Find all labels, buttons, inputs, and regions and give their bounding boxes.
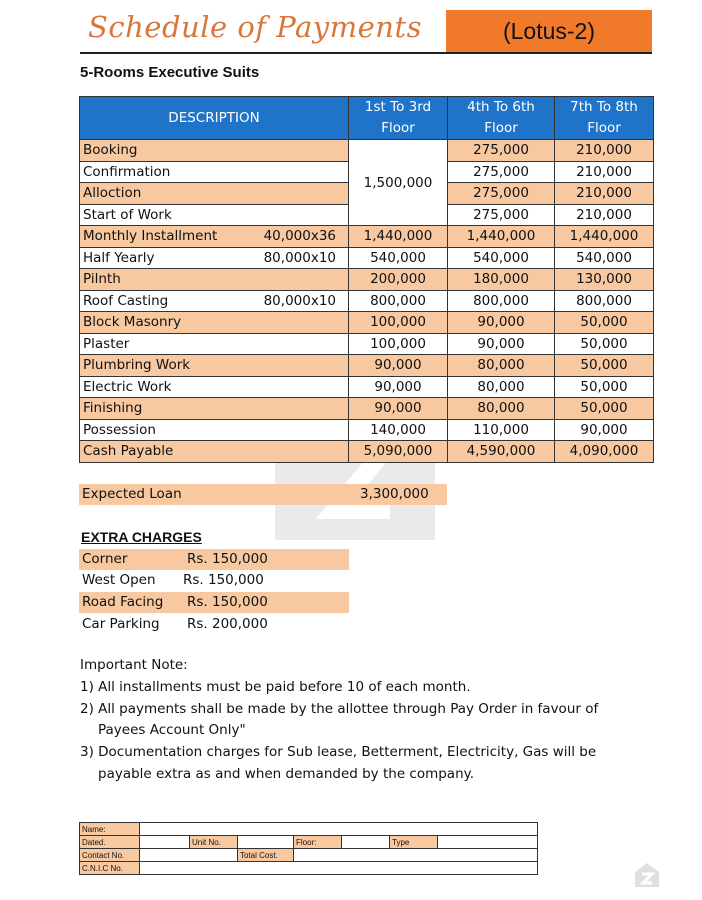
amount-cell-c2: 275,000 bbox=[448, 161, 555, 183]
row-description bbox=[80, 161, 349, 183]
row-label: Alloction bbox=[83, 185, 142, 202]
amount-cell-c3: 540,000 bbox=[555, 247, 654, 269]
amount-cell-c1: 140,000 bbox=[349, 419, 448, 441]
amount-cell-c1: 5,090,000 bbox=[349, 441, 448, 463]
column-header-floor-1-3 bbox=[349, 97, 448, 140]
table-row bbox=[80, 247, 654, 269]
table-row bbox=[80, 441, 654, 463]
note-line: 1) All installments must be paid before 10 of each month. bbox=[80, 679, 471, 695]
extra-charge-row bbox=[79, 592, 349, 613]
contact-field[interactable] bbox=[140, 849, 238, 862]
amount-cell-c2: 90,000 bbox=[448, 312, 555, 334]
amount-cell-c2: 275,000 bbox=[448, 140, 555, 162]
table-row bbox=[80, 312, 654, 334]
amount-cell-c1: 90,000 bbox=[349, 376, 448, 398]
amount-cell-c1: 800,000 bbox=[349, 290, 448, 312]
cnic-field[interactable] bbox=[140, 862, 538, 875]
column-header-label: 7th To 8th Floor bbox=[570, 99, 638, 136]
amount-cell-c3: 90,000 bbox=[555, 419, 654, 441]
table-row bbox=[80, 269, 654, 291]
extra-charge-label: Corner bbox=[82, 551, 128, 567]
extra-charge-value: Rs. 150,000 bbox=[187, 594, 268, 610]
row-description bbox=[80, 398, 349, 420]
note-line: Payees Account Only" bbox=[98, 722, 246, 738]
row-description bbox=[80, 441, 349, 463]
row-description bbox=[80, 290, 349, 312]
row-multiplier: 80,000x10 bbox=[263, 249, 336, 266]
name-field[interactable] bbox=[140, 823, 538, 836]
table-row bbox=[80, 419, 654, 441]
row-label: Cash Payable bbox=[83, 443, 174, 460]
amount-cell-c2: 90,000 bbox=[448, 333, 555, 355]
amount-cell-c3: 50,000 bbox=[555, 398, 654, 420]
extra-charge-label: West Open bbox=[82, 572, 156, 588]
extra-charge-value: Rs. 150,000 bbox=[187, 551, 268, 567]
row-label: Booking bbox=[83, 142, 138, 159]
amount-cell-c3: 50,000 bbox=[555, 312, 654, 334]
form-label-dated: Dated. bbox=[80, 836, 140, 849]
extra-charge-label: Road Facing bbox=[82, 594, 164, 610]
amount-cell-c1: 1,440,000 bbox=[349, 226, 448, 248]
extra-charge-row bbox=[79, 614, 349, 635]
note-line: 3) Documentation charges for Sub lease, Betterment, Electricity, Gas will be bbox=[80, 744, 597, 760]
amount-cell-c3: 50,000 bbox=[555, 333, 654, 355]
project-badge: (Lotus-2) bbox=[446, 10, 652, 52]
row-label: Roof Casting bbox=[83, 292, 169, 309]
amount-cell-c1: 90,000 bbox=[349, 355, 448, 377]
amount-cell-c3: 130,000 bbox=[555, 269, 654, 291]
extra-charge-value: Rs. 150,000 bbox=[183, 572, 264, 588]
applicant-form-grid bbox=[79, 822, 538, 875]
amount-cell-c1: 100,000 bbox=[349, 333, 448, 355]
form-label-unit: Unit No. bbox=[190, 836, 238, 849]
amount-cell-c2: 80,000 bbox=[448, 398, 555, 420]
row-multiplier: 40,000x36 bbox=[263, 228, 336, 245]
column-header-description: DESCRIPTION bbox=[80, 97, 349, 140]
amount-cell-c2: 800,000 bbox=[448, 290, 555, 312]
amount-cell-c2: 540,000 bbox=[448, 247, 555, 269]
form-label-total-cost: Total Cost. bbox=[238, 849, 294, 862]
table-header-row bbox=[80, 97, 654, 140]
row-label: Confirmation bbox=[83, 163, 171, 180]
form-label-contact: Contact No. bbox=[80, 849, 140, 862]
form-label-name: Name: bbox=[80, 823, 140, 836]
row-label: Plaster bbox=[83, 335, 130, 352]
amount-cell-c1: 100,000 bbox=[349, 312, 448, 334]
amount-cell-c3: 50,000 bbox=[555, 355, 654, 377]
row-label: Plumbring Work bbox=[83, 357, 191, 374]
row-description bbox=[80, 226, 349, 248]
form-label-type: Type bbox=[390, 836, 438, 849]
row-label: Half Yearly bbox=[83, 249, 155, 266]
form-label-floor: Floor: bbox=[294, 836, 342, 849]
amount-cell-c3: 210,000 bbox=[555, 140, 654, 162]
table-row bbox=[80, 140, 654, 162]
column-header-floor-4-6 bbox=[448, 97, 555, 140]
amount-cell-c2: 4,590,000 bbox=[448, 441, 555, 463]
row-multiplier: 80,000x10 bbox=[263, 292, 336, 309]
amount-cell-c2: 180,000 bbox=[448, 269, 555, 291]
expected-loan-label: Expected Loan bbox=[82, 486, 182, 502]
column-header-label: 1st To 3rd Floor bbox=[364, 99, 432, 136]
amount-cell-c1: 200,000 bbox=[349, 269, 448, 291]
extra-charge-row bbox=[79, 549, 349, 570]
table-row bbox=[80, 226, 654, 248]
amount-cell-c3: 210,000 bbox=[555, 204, 654, 226]
total-cost-field[interactable] bbox=[294, 849, 538, 862]
row-label: Electric Work bbox=[83, 378, 172, 395]
payment-schedule-table bbox=[79, 96, 654, 463]
row-description bbox=[80, 247, 349, 269]
row-label: Start of Work bbox=[83, 206, 172, 223]
row-label: Block Masonry bbox=[83, 314, 182, 331]
note-line: payable extra as and when demanded by the company. bbox=[98, 766, 474, 782]
column-header-label: 4th To 6th Floor bbox=[467, 99, 535, 136]
amount-cell-c3: 50,000 bbox=[555, 376, 654, 398]
unit-type-heading: 5-Rooms Executive Suits bbox=[80, 64, 260, 81]
floor-field[interactable] bbox=[342, 836, 390, 849]
extra-charge-value: Rs. 200,000 bbox=[187, 616, 268, 632]
row-label: Finishing bbox=[83, 400, 143, 417]
amount-cell-c2: 1,440,000 bbox=[448, 226, 555, 248]
amount-cell-c2: 80,000 bbox=[448, 376, 555, 398]
notes-heading: Important Note: bbox=[80, 657, 188, 673]
form-label-cnic: C.N.I.C No. bbox=[80, 862, 140, 875]
row-description bbox=[80, 333, 349, 355]
amount-cell-c3: 4,090,000 bbox=[555, 441, 654, 463]
row-description bbox=[80, 140, 349, 162]
amount-cell-c2: 275,000 bbox=[448, 183, 555, 205]
amount-cell-c2: 80,000 bbox=[448, 355, 555, 377]
corner-logo-icon bbox=[632, 860, 662, 890]
table-row bbox=[80, 290, 654, 312]
note-line: 2) All payments shall be made by the allottee through Pay Order in favour of bbox=[80, 701, 599, 717]
table-row bbox=[80, 376, 654, 398]
row-label: Possession bbox=[83, 421, 156, 438]
amount-cell-c3: 800,000 bbox=[555, 290, 654, 312]
merged-amount-cell: 1,500,000 bbox=[349, 140, 448, 226]
amount-cell-c1: 90,000 bbox=[349, 398, 448, 420]
row-description bbox=[80, 312, 349, 334]
amount-cell-c1: 540,000 bbox=[349, 247, 448, 269]
unit-field[interactable] bbox=[238, 836, 294, 849]
row-description bbox=[80, 204, 349, 226]
type-field[interactable] bbox=[438, 836, 538, 849]
table-row bbox=[80, 355, 654, 377]
table-row bbox=[80, 398, 654, 420]
document-title: Schedule of Payments bbox=[88, 10, 423, 44]
row-description bbox=[80, 376, 349, 398]
expected-loan-value: 3,300,000 bbox=[360, 486, 429, 502]
table-row bbox=[80, 333, 654, 355]
dated-field[interactable] bbox=[140, 836, 190, 849]
row-label: Pilnth bbox=[83, 271, 121, 288]
extra-charge-label: Car Parking bbox=[82, 616, 160, 632]
row-description bbox=[80, 355, 349, 377]
extra-charges-heading: EXTRA CHARGES bbox=[81, 529, 202, 545]
amount-cell-c3: 1,440,000 bbox=[555, 226, 654, 248]
extra-charge-row bbox=[79, 570, 349, 591]
column-header-floor-7-8 bbox=[555, 97, 654, 140]
amount-cell-c2: 110,000 bbox=[448, 419, 555, 441]
row-label: Monthly Installment bbox=[83, 228, 218, 245]
amount-cell-c3: 210,000 bbox=[555, 183, 654, 205]
row-description bbox=[80, 183, 349, 205]
amount-cell-c2: 275,000 bbox=[448, 204, 555, 226]
row-description bbox=[80, 419, 349, 441]
amount-cell-c3: 210,000 bbox=[555, 161, 654, 183]
row-description bbox=[80, 269, 349, 291]
header-divider bbox=[80, 52, 652, 54]
